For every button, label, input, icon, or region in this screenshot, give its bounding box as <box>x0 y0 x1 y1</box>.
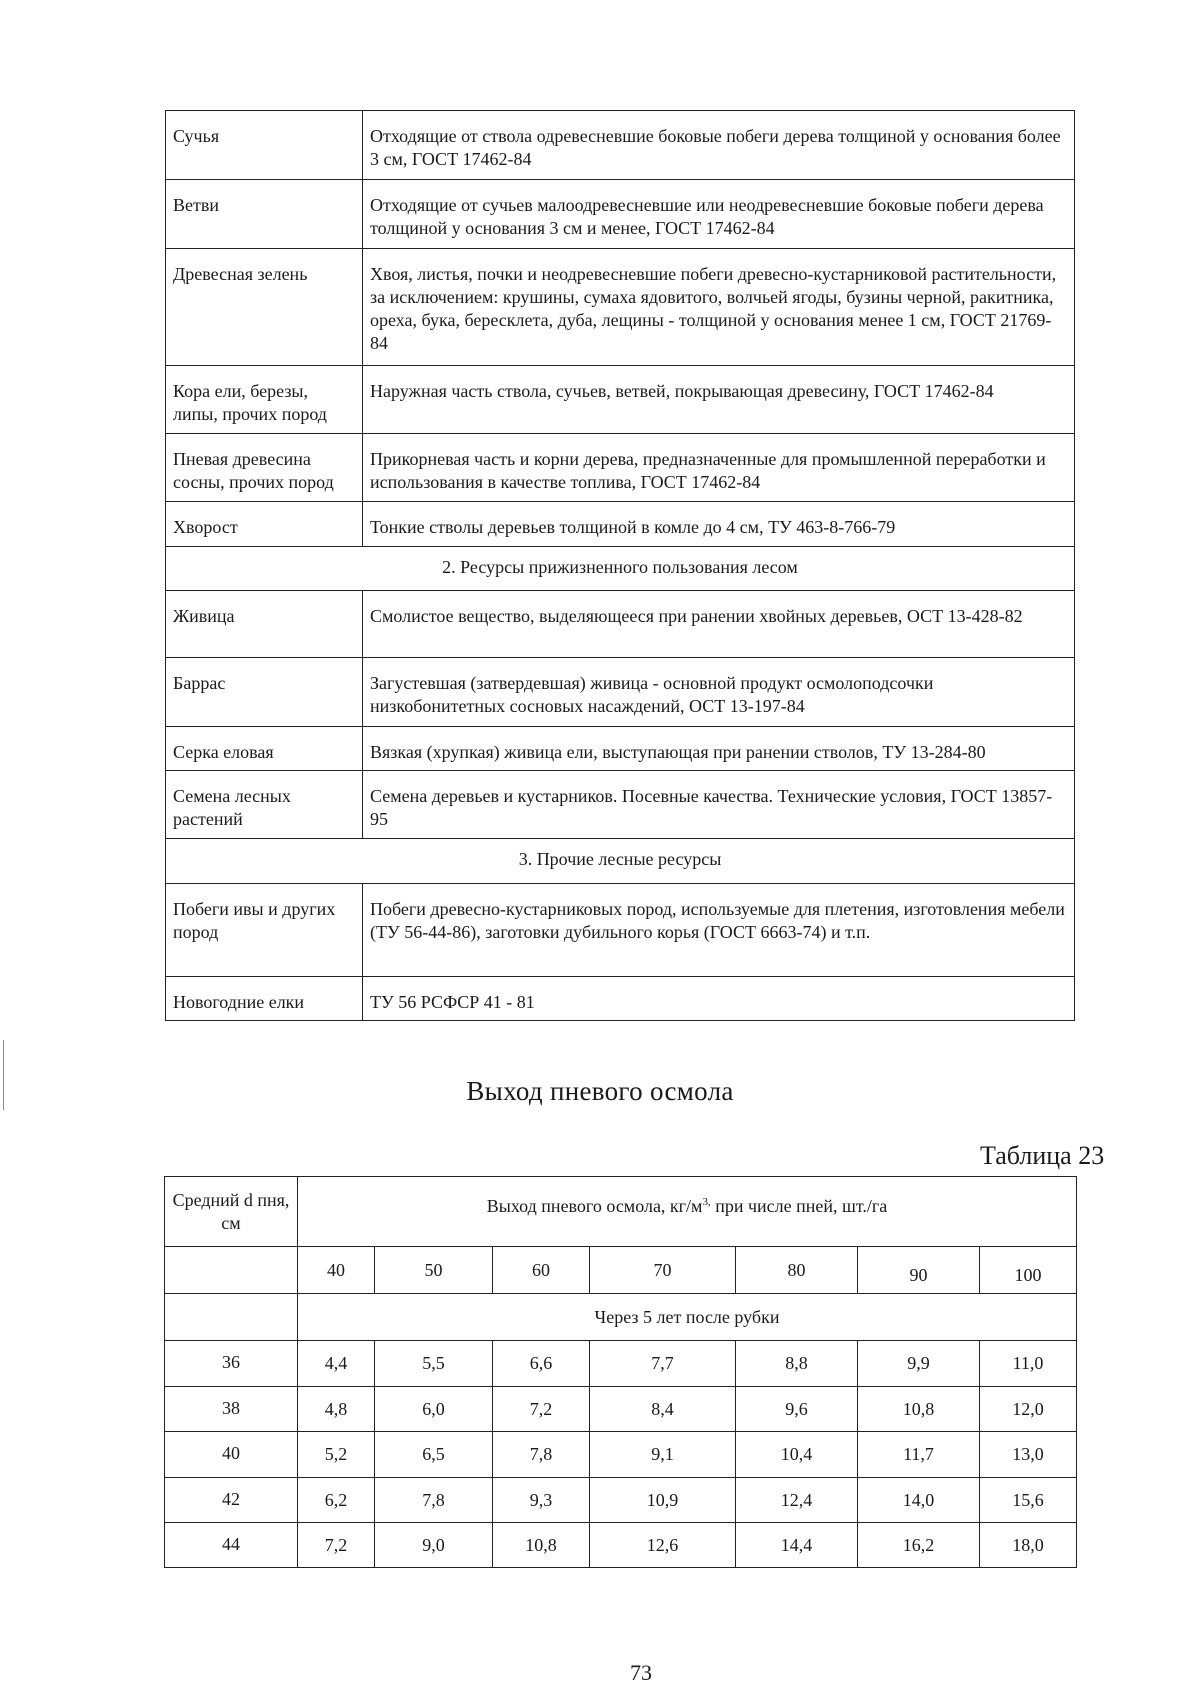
diameter-cell: 40 <box>165 1432 298 1478</box>
resource-name: Кора ели, березы, липы, прочих пород <box>166 366 363 434</box>
diameter-cell: 44 <box>165 1523 298 1568</box>
resource-name: Хворост <box>166 502 363 547</box>
diameter-cell: 38 <box>165 1387 298 1432</box>
resource-description: Загустевшая (затвердевшая) живица - основной продукт осмолоподсочки низкобонитетных сосновых насаждений, ОСТ 13-197-84 <box>363 658 1075 727</box>
resource-description: Хвоя, листья, почки и неодревесневшие побеги древесно-кустарниковой растительности, за исключением: крушины, сумаха ядовитого, волчьей ягоды, бузины черной, ракитника, ореха, бука, бересклета, дуба, лещины - толщиной у основания менее 1 см, ГОСТ 21769-84 <box>363 249 1075 366</box>
yield-cell: 11,7 <box>858 1432 980 1478</box>
table-row <box>166 884 1075 977</box>
resource-description: ТУ 56 РСФСР 41 - 81 <box>363 977 1075 1021</box>
yield-cell: 7,8 <box>493 1432 590 1478</box>
yield-cell: 5,5 <box>375 1341 493 1387</box>
stump-count-cell: 50 <box>375 1247 493 1294</box>
section-title-3: 3. Прочие лесные ресурсы <box>166 839 1075 884</box>
yield-cell: 7,7 <box>590 1341 736 1387</box>
resource-description: Прикорневая часть и корни дерева, предназначенные для промышленной переработки и использования в качестве топлива, ГОСТ 17462-84 <box>363 434 1075 502</box>
table-row <box>165 1387 1077 1432</box>
yield-cell: 6,0 <box>375 1387 493 1432</box>
table-row <box>165 1341 1077 1387</box>
stump-resin-yield-table <box>164 1176 1077 1568</box>
yield-cell: 11,0 <box>980 1341 1077 1387</box>
yield-cell: 9,0 <box>375 1523 493 1568</box>
resource-description: Побеги древесно-кустарниковых пород, используемые для плетения, изготовления мебели (ТУ 56-44-86), заготовки дубильного корья (ГОСТ 6663-74) и т.п. <box>363 884 1075 977</box>
resource-name: Серка еловая <box>166 727 363 771</box>
resource-name: Семена лесных растений <box>166 771 363 839</box>
stump-count-cell: 70 <box>590 1247 736 1294</box>
resource-description: Смолистое вещество, выделяющееся при ранении хвойных деревьев, ОСТ 13-428-82 <box>363 591 1075 658</box>
yield-cell: 10,4 <box>736 1432 858 1478</box>
yield-cell: 5,2 <box>298 1432 375 1478</box>
diameter-column-header: Средний d пня, см <box>165 1177 298 1247</box>
yield-table-body <box>165 1177 1077 1568</box>
yield-cell: 14,4 <box>736 1523 858 1568</box>
table-row <box>166 977 1075 1021</box>
yield-cell: 6,6 <box>493 1341 590 1387</box>
table-row <box>166 180 1075 249</box>
yield-cell: 8,8 <box>736 1341 858 1387</box>
resource-description: Тонкие стволы деревьев толщиной в комле до 4 см, ТУ 463-8-766-79 <box>363 502 1075 547</box>
yield-cell: 10,8 <box>858 1387 980 1432</box>
resource-name: Древесная зелень <box>166 249 363 366</box>
yield-cell: 7,8 <box>375 1478 493 1523</box>
yield-column-header <box>298 1177 1077 1247</box>
stump-count-cell: 40 <box>298 1247 375 1294</box>
section-title-2: 2. Ресурсы прижизненного пользования лесом <box>166 547 1075 591</box>
yield-cell: 18,0 <box>980 1523 1077 1568</box>
yield-cell: 6,2 <box>298 1478 375 1523</box>
yield-header-text: Выход пневого осмола, кг/м <box>486 1196 703 1216</box>
table-row <box>166 658 1075 727</box>
period-row <box>165 1294 1077 1341</box>
yield-cell: 10,8 <box>493 1523 590 1568</box>
table-row <box>166 249 1075 366</box>
table-row <box>166 727 1075 771</box>
resource-name: Ветви <box>166 180 363 249</box>
yield-cell: 12,4 <box>736 1478 858 1523</box>
yield-header-text-end: при числе пней, шт./га <box>710 1196 888 1216</box>
yield-cell: 14,0 <box>858 1478 980 1523</box>
yield-cell: 4,4 <box>298 1341 375 1387</box>
yield-cell: 8,4 <box>590 1387 736 1432</box>
page-number: 73 <box>630 1660 652 1685</box>
table-caption: Таблица 23 <box>980 1141 1105 1170</box>
table-row <box>166 591 1075 658</box>
section-header-row <box>166 547 1075 591</box>
empty-cell <box>165 1247 298 1294</box>
resource-name: Пневая древесина сосны, прочих пород <box>166 434 363 502</box>
table-row <box>166 366 1075 434</box>
table-row <box>166 111 1075 180</box>
empty-cell <box>165 1294 298 1341</box>
yield-cell: 13,0 <box>980 1432 1077 1478</box>
yield-cell: 7,2 <box>493 1387 590 1432</box>
yield-cell: 9,6 <box>736 1387 858 1432</box>
resource-description: Отходящие от сучьев малоодревесневшие или неодревесневшие боковые побеги дерева толщиной у основания 3 см и менее, ГОСТ 17462-84 <box>363 180 1075 249</box>
yield-cell: 7,2 <box>298 1523 375 1568</box>
table-row <box>165 1478 1077 1523</box>
resource-description: Наружная часть ствола, сучьев, ветвей, покрывающая древесину, ГОСТ 17462-84 <box>363 366 1075 434</box>
yield-cell: 6,5 <box>375 1432 493 1478</box>
yield-cell: 9,3 <box>493 1478 590 1523</box>
stump-count-cell: 90 <box>858 1247 980 1294</box>
table-row <box>166 771 1075 839</box>
yield-cell: 12,6 <box>590 1523 736 1568</box>
yield-header-sup: 3, <box>702 1196 711 1208</box>
yield-cell: 4,8 <box>298 1387 375 1432</box>
header-row <box>165 1177 1077 1247</box>
table-row <box>166 502 1075 547</box>
table-row <box>165 1523 1077 1568</box>
stump-count-cell: 100 <box>980 1247 1077 1294</box>
stump-count-cell: 60 <box>493 1247 590 1294</box>
yield-cell: 15,6 <box>980 1478 1077 1523</box>
yield-cell: 10,9 <box>590 1478 736 1523</box>
resource-name: Новогодние елки <box>166 977 363 1021</box>
diameter-cell: 36 <box>165 1341 298 1387</box>
stump-count-row <box>165 1247 1077 1294</box>
resource-name: Побеги ивы и других пород <box>166 884 363 977</box>
section-heading: Выход пневого осмола <box>466 1076 734 1106</box>
stump-count-cell: 80 <box>736 1247 858 1294</box>
period-label: Через 5 лет после рубки <box>298 1294 1077 1341</box>
section-header-row <box>166 839 1075 884</box>
table-body-top <box>166 111 1075 1021</box>
yield-cell: 9,9 <box>858 1341 980 1387</box>
resource-name: Сучья <box>166 111 363 180</box>
resource-description: Семена деревьев и кустарников. Посевные качества. Технические условия, ГОСТ 13857-95 <box>363 771 1075 839</box>
yield-cell: 16,2 <box>858 1523 980 1568</box>
yield-cell: 9,1 <box>590 1432 736 1478</box>
forest-resources-table <box>165 110 1075 1021</box>
resource-description: Отходящие от ствола одревесневшие боковые побеги дерева толщиной у основания более 3 см, ГОСТ 17462-84 <box>363 111 1075 180</box>
resource-description: Вязкая (хрупкая) живица ели, выступающая при ранении стволов, ТУ 13-284-80 <box>363 727 1075 771</box>
resource-name: Баррас <box>166 658 363 727</box>
resource-name: Живица <box>166 591 363 658</box>
table-row <box>165 1432 1077 1478</box>
diameter-cell: 42 <box>165 1478 298 1523</box>
table-row <box>166 434 1075 502</box>
yield-cell: 12,0 <box>980 1387 1077 1432</box>
